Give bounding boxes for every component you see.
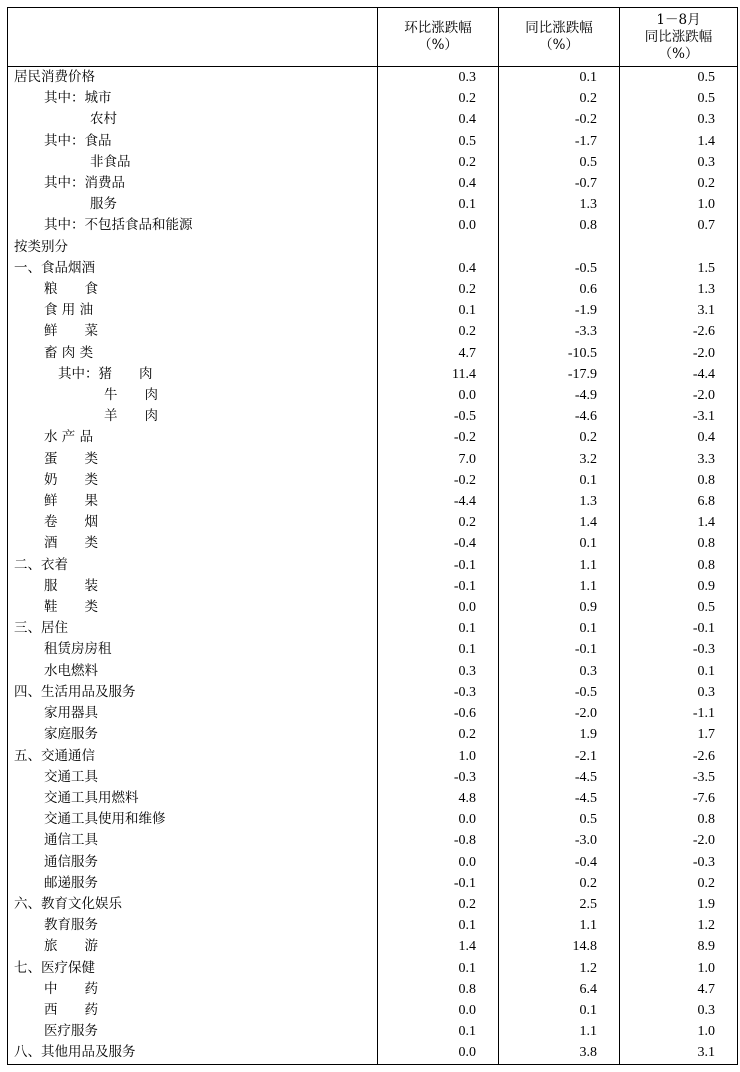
row-label: 八、其他用品及服务 — [8, 1042, 378, 1064]
value-mom: 0.3 — [378, 661, 499, 682]
value-yoy: 0.5 — [499, 152, 620, 173]
value-ytd: 0.5 — [620, 88, 738, 109]
row-label: 其中：城市 — [8, 88, 378, 109]
header-ytd-line3: （%） — [658, 45, 699, 62]
value-mom: -0.5 — [378, 406, 499, 427]
table-row — [8, 1000, 738, 1021]
value-ytd: 1.0 — [620, 1021, 738, 1042]
value-mom: 11.4 — [378, 364, 499, 385]
row-label: 交通工具用燃料 — [8, 788, 378, 809]
value-ytd: 3.1 — [620, 300, 738, 321]
value-yoy: -3.3 — [499, 321, 620, 342]
value-yoy: -0.5 — [499, 682, 620, 703]
value-ytd: 0.5 — [620, 597, 738, 618]
value-yoy — [499, 237, 620, 258]
table-row — [8, 767, 738, 788]
value-mom: 0.2 — [378, 152, 499, 173]
table-row — [8, 449, 738, 470]
value-ytd: -0.3 — [620, 852, 738, 873]
row-label: 西 药 — [8, 1000, 378, 1021]
table-row — [8, 194, 738, 215]
table-row — [8, 385, 738, 406]
value-mom: 0.2 — [378, 321, 499, 342]
value-yoy: 14.8 — [499, 936, 620, 957]
row-label: 鞋 类 — [8, 597, 378, 618]
value-mom: 0.0 — [378, 852, 499, 873]
value-ytd: 0.9 — [620, 576, 738, 597]
header-ytd-line2: 同比涨跌幅 — [644, 28, 713, 45]
table-row — [8, 427, 738, 448]
cpi-table-container — [7, 7, 737, 1065]
value-ytd — [620, 237, 738, 258]
value-mom: 4.8 — [378, 788, 499, 809]
value-ytd: 1.3 — [620, 279, 738, 300]
value-ytd: 1.4 — [620, 131, 738, 152]
row-label: 中 药 — [8, 979, 378, 1000]
table-row — [8, 830, 738, 851]
value-ytd: -0.1 — [620, 618, 738, 639]
value-yoy: 0.8 — [499, 215, 620, 236]
value-mom: 4.7 — [378, 343, 499, 364]
value-mom: -0.2 — [378, 470, 499, 491]
row-label: 鲜 果 — [8, 491, 378, 512]
table-row — [8, 258, 738, 279]
table-row — [8, 152, 738, 173]
table-row — [8, 470, 738, 491]
row-label: 家用器具 — [8, 703, 378, 724]
value-mom: 0.2 — [378, 894, 499, 915]
header-mom — [378, 8, 499, 67]
value-yoy: 2.5 — [499, 894, 620, 915]
header-label-cell — [8, 8, 378, 67]
value-ytd: 0.2 — [620, 173, 738, 194]
value-mom: 7.0 — [378, 449, 499, 470]
table-row — [8, 88, 738, 109]
row-label: 医疗服务 — [8, 1021, 378, 1042]
header-mom-line2: （%） — [418, 37, 458, 53]
value-ytd: 1.0 — [620, 958, 738, 979]
row-label: 羊 肉 — [8, 406, 378, 427]
row-label: 邮递服务 — [8, 873, 378, 894]
value-yoy: 3.8 — [499, 1042, 620, 1064]
header-mom-line1: 环比涨跌幅 — [404, 20, 472, 36]
value-ytd: -7.6 — [620, 788, 738, 809]
row-label: 农村 — [8, 109, 378, 130]
value-mom: -0.3 — [378, 682, 499, 703]
value-yoy: 1.1 — [499, 576, 620, 597]
value-ytd: 1.9 — [620, 894, 738, 915]
value-ytd: 0.3 — [620, 1000, 738, 1021]
row-label: 一、食品烟酒 — [8, 258, 378, 279]
value-mom: 0.5 — [378, 131, 499, 152]
value-ytd: -3.5 — [620, 767, 738, 788]
row-label: 其中：不包括食品和能源 — [8, 215, 378, 236]
value-mom: 0.0 — [378, 1000, 499, 1021]
row-label: 家庭服务 — [8, 724, 378, 745]
table-row — [8, 343, 738, 364]
value-mom: -0.2 — [378, 427, 499, 448]
value-mom: 0.1 — [378, 915, 499, 936]
value-yoy: 0.2 — [499, 88, 620, 109]
value-yoy: 1.1 — [499, 1021, 620, 1042]
table-row — [8, 746, 738, 767]
value-mom: 1.4 — [378, 936, 499, 957]
table-row — [8, 979, 738, 1000]
table-row — [8, 618, 738, 639]
value-mom: 1.0 — [378, 746, 499, 767]
value-ytd: -2.0 — [620, 385, 738, 406]
value-mom: 0.0 — [378, 215, 499, 236]
value-yoy: 0.1 — [499, 1000, 620, 1021]
value-mom: -0.1 — [378, 576, 499, 597]
table-row — [8, 724, 738, 745]
value-yoy: 1.2 — [499, 958, 620, 979]
value-mom: -0.4 — [378, 533, 499, 554]
header-ytd-line1: 1－8月 — [656, 11, 701, 28]
table-row — [8, 67, 738, 89]
table-row — [8, 873, 738, 894]
value-yoy: -17.9 — [499, 364, 620, 385]
value-yoy: -0.2 — [499, 109, 620, 130]
header-ytd — [620, 8, 738, 67]
table-row — [8, 894, 738, 915]
value-mom: 0.8 — [378, 979, 499, 1000]
value-yoy: -1.7 — [499, 131, 620, 152]
value-yoy: -2.1 — [499, 746, 620, 767]
table-row — [8, 597, 738, 618]
value-mom: 0.4 — [378, 258, 499, 279]
row-label: 通信工具 — [8, 830, 378, 851]
value-ytd: 0.5 — [620, 67, 738, 89]
table-row — [8, 661, 738, 682]
value-mom: -0.8 — [378, 830, 499, 851]
table-row — [8, 1042, 738, 1064]
table-row — [8, 406, 738, 427]
row-label: 交通工具使用和维修 — [8, 809, 378, 830]
value-ytd: 0.8 — [620, 470, 738, 491]
value-mom: 0.1 — [378, 958, 499, 979]
value-ytd: -2.0 — [620, 830, 738, 851]
value-ytd: 0.8 — [620, 809, 738, 830]
value-ytd: 4.7 — [620, 979, 738, 1000]
value-yoy: -3.0 — [499, 830, 620, 851]
value-yoy: 0.2 — [499, 873, 620, 894]
value-mom: 0.2 — [378, 88, 499, 109]
value-ytd: -2.6 — [620, 746, 738, 767]
value-yoy: -4.9 — [499, 385, 620, 406]
value-ytd: -1.1 — [620, 703, 738, 724]
table-row — [8, 364, 738, 385]
row-label: 蛋 类 — [8, 449, 378, 470]
value-mom: 0.2 — [378, 512, 499, 533]
table-row — [8, 555, 738, 576]
value-yoy: 1.3 — [499, 194, 620, 215]
value-ytd: -3.1 — [620, 406, 738, 427]
value-yoy: 1.1 — [499, 555, 620, 576]
value-yoy: 0.3 — [499, 661, 620, 682]
value-mom: 0.4 — [378, 173, 499, 194]
row-label: 旅 游 — [8, 936, 378, 957]
row-label: 四、生活用品及服务 — [8, 682, 378, 703]
value-yoy: 0.2 — [499, 427, 620, 448]
row-label: 畜 肉 类 — [8, 343, 378, 364]
row-label: 七、医疗保健 — [8, 958, 378, 979]
row-label: 牛 肉 — [8, 385, 378, 406]
value-yoy: -4.5 — [499, 788, 620, 809]
row-label: 非食品 — [8, 152, 378, 173]
row-label: 教育服务 — [8, 915, 378, 936]
value-mom: 0.1 — [378, 194, 499, 215]
value-yoy: -1.9 — [499, 300, 620, 321]
value-yoy: -0.5 — [499, 258, 620, 279]
table-row — [8, 321, 738, 342]
table-row — [8, 809, 738, 830]
value-mom: 0.1 — [378, 618, 499, 639]
value-mom: 0.1 — [378, 300, 499, 321]
value-yoy: 0.9 — [499, 597, 620, 618]
value-ytd: 1.2 — [620, 915, 738, 936]
value-yoy: 0.1 — [499, 67, 620, 89]
row-label: 服 装 — [8, 576, 378, 597]
table-row — [8, 915, 738, 936]
value-yoy: -0.7 — [499, 173, 620, 194]
value-yoy: 1.4 — [499, 512, 620, 533]
value-mom: -0.6 — [378, 703, 499, 724]
row-label: 水电燃料 — [8, 661, 378, 682]
value-yoy: -4.5 — [499, 767, 620, 788]
value-mom: 0.2 — [378, 724, 499, 745]
value-ytd: 8.9 — [620, 936, 738, 957]
value-ytd: 3.1 — [620, 1042, 738, 1064]
header-row — [8, 8, 738, 67]
row-label: 居民消费价格 — [8, 67, 378, 89]
value-mom: 0.0 — [378, 597, 499, 618]
value-ytd: 6.8 — [620, 491, 738, 512]
value-ytd: -2.0 — [620, 343, 738, 364]
value-yoy: 0.1 — [499, 470, 620, 491]
table-row — [8, 936, 738, 957]
value-mom: 0.1 — [378, 1021, 499, 1042]
row-label: 按类别分 — [8, 237, 378, 258]
row-label: 通信服务 — [8, 852, 378, 873]
row-label: 其中：猪 肉 — [8, 364, 378, 385]
table-row — [8, 533, 738, 554]
value-ytd: 0.2 — [620, 873, 738, 894]
value-mom: 0.4 — [378, 109, 499, 130]
table-row — [8, 131, 738, 152]
table-row — [8, 109, 738, 130]
value-ytd: -0.3 — [620, 639, 738, 660]
value-ytd: 0.1 — [620, 661, 738, 682]
value-mom: -0.1 — [378, 873, 499, 894]
value-ytd: -2.6 — [620, 321, 738, 342]
value-yoy: 0.5 — [499, 809, 620, 830]
row-label: 水 产 品 — [8, 427, 378, 448]
value-ytd: -4.4 — [620, 364, 738, 385]
table-row — [8, 215, 738, 236]
value-yoy: -10.5 — [499, 343, 620, 364]
value-yoy: 1.9 — [499, 724, 620, 745]
value-yoy: 1.1 — [499, 915, 620, 936]
table-row — [8, 279, 738, 300]
row-label: 二、衣着 — [8, 555, 378, 576]
row-label: 三、居住 — [8, 618, 378, 639]
value-yoy: -4.6 — [499, 406, 620, 427]
value-ytd: 1.7 — [620, 724, 738, 745]
row-label: 其中：食品 — [8, 131, 378, 152]
header-yoy — [499, 8, 620, 67]
value-yoy: 0.1 — [499, 533, 620, 554]
table-row — [8, 300, 738, 321]
row-label: 卷 烟 — [8, 512, 378, 533]
value-ytd: 3.3 — [620, 449, 738, 470]
row-label: 其中：消费品 — [8, 173, 378, 194]
value-yoy: 1.3 — [499, 491, 620, 512]
value-mom: 0.0 — [378, 385, 499, 406]
table-row — [8, 576, 738, 597]
cpi-table — [7, 7, 738, 1065]
row-label: 五、交通通信 — [8, 746, 378, 767]
value-yoy: -2.0 — [499, 703, 620, 724]
table-row — [8, 512, 738, 533]
value-yoy: 6.4 — [499, 979, 620, 1000]
table-row — [8, 1021, 738, 1042]
value-mom: 0.1 — [378, 639, 499, 660]
row-label: 食 用 油 — [8, 300, 378, 321]
table-row — [8, 703, 738, 724]
value-ytd: 1.0 — [620, 194, 738, 215]
value-ytd: 0.3 — [620, 682, 738, 703]
value-mom: 0.0 — [378, 1042, 499, 1064]
value-ytd: 0.3 — [620, 109, 738, 130]
row-label: 奶 类 — [8, 470, 378, 491]
row-label: 六、教育文化娱乐 — [8, 894, 378, 915]
table-row — [8, 491, 738, 512]
header-yoy-line2: （%） — [539, 37, 579, 53]
value-yoy: 0.6 — [499, 279, 620, 300]
value-ytd: 0.8 — [620, 533, 738, 554]
value-ytd: 1.5 — [620, 258, 738, 279]
value-mom: 0.0 — [378, 809, 499, 830]
table-header — [8, 8, 738, 67]
value-yoy: -0.1 — [499, 639, 620, 660]
table-row — [8, 958, 738, 979]
row-label: 鲜 菜 — [8, 321, 378, 342]
value-mom: 0.2 — [378, 279, 499, 300]
table-row — [8, 852, 738, 873]
table-row — [8, 682, 738, 703]
row-label: 租赁房房租 — [8, 639, 378, 660]
value-mom: 0.3 — [378, 67, 499, 89]
value-yoy: 3.2 — [499, 449, 620, 470]
value-mom: -0.1 — [378, 555, 499, 576]
row-label: 交通工具 — [8, 767, 378, 788]
value-mom: -0.3 — [378, 767, 499, 788]
value-ytd: 1.4 — [620, 512, 738, 533]
table-body — [8, 67, 738, 1065]
header-yoy-line1: 同比涨跌幅 — [525, 20, 593, 36]
value-mom: -4.4 — [378, 491, 499, 512]
table-row — [8, 173, 738, 194]
table-row — [8, 639, 738, 660]
value-ytd: 0.3 — [620, 152, 738, 173]
value-yoy: 0.1 — [499, 618, 620, 639]
row-label: 酒 类 — [8, 533, 378, 554]
value-ytd: 0.7 — [620, 215, 738, 236]
value-yoy: -0.4 — [499, 852, 620, 873]
row-label: 服务 — [8, 194, 378, 215]
table-row — [8, 237, 738, 258]
value-mom — [378, 237, 499, 258]
value-ytd: 0.8 — [620, 555, 738, 576]
table-row — [8, 788, 738, 809]
row-label: 粮 食 — [8, 279, 378, 300]
value-ytd: 0.4 — [620, 427, 738, 448]
